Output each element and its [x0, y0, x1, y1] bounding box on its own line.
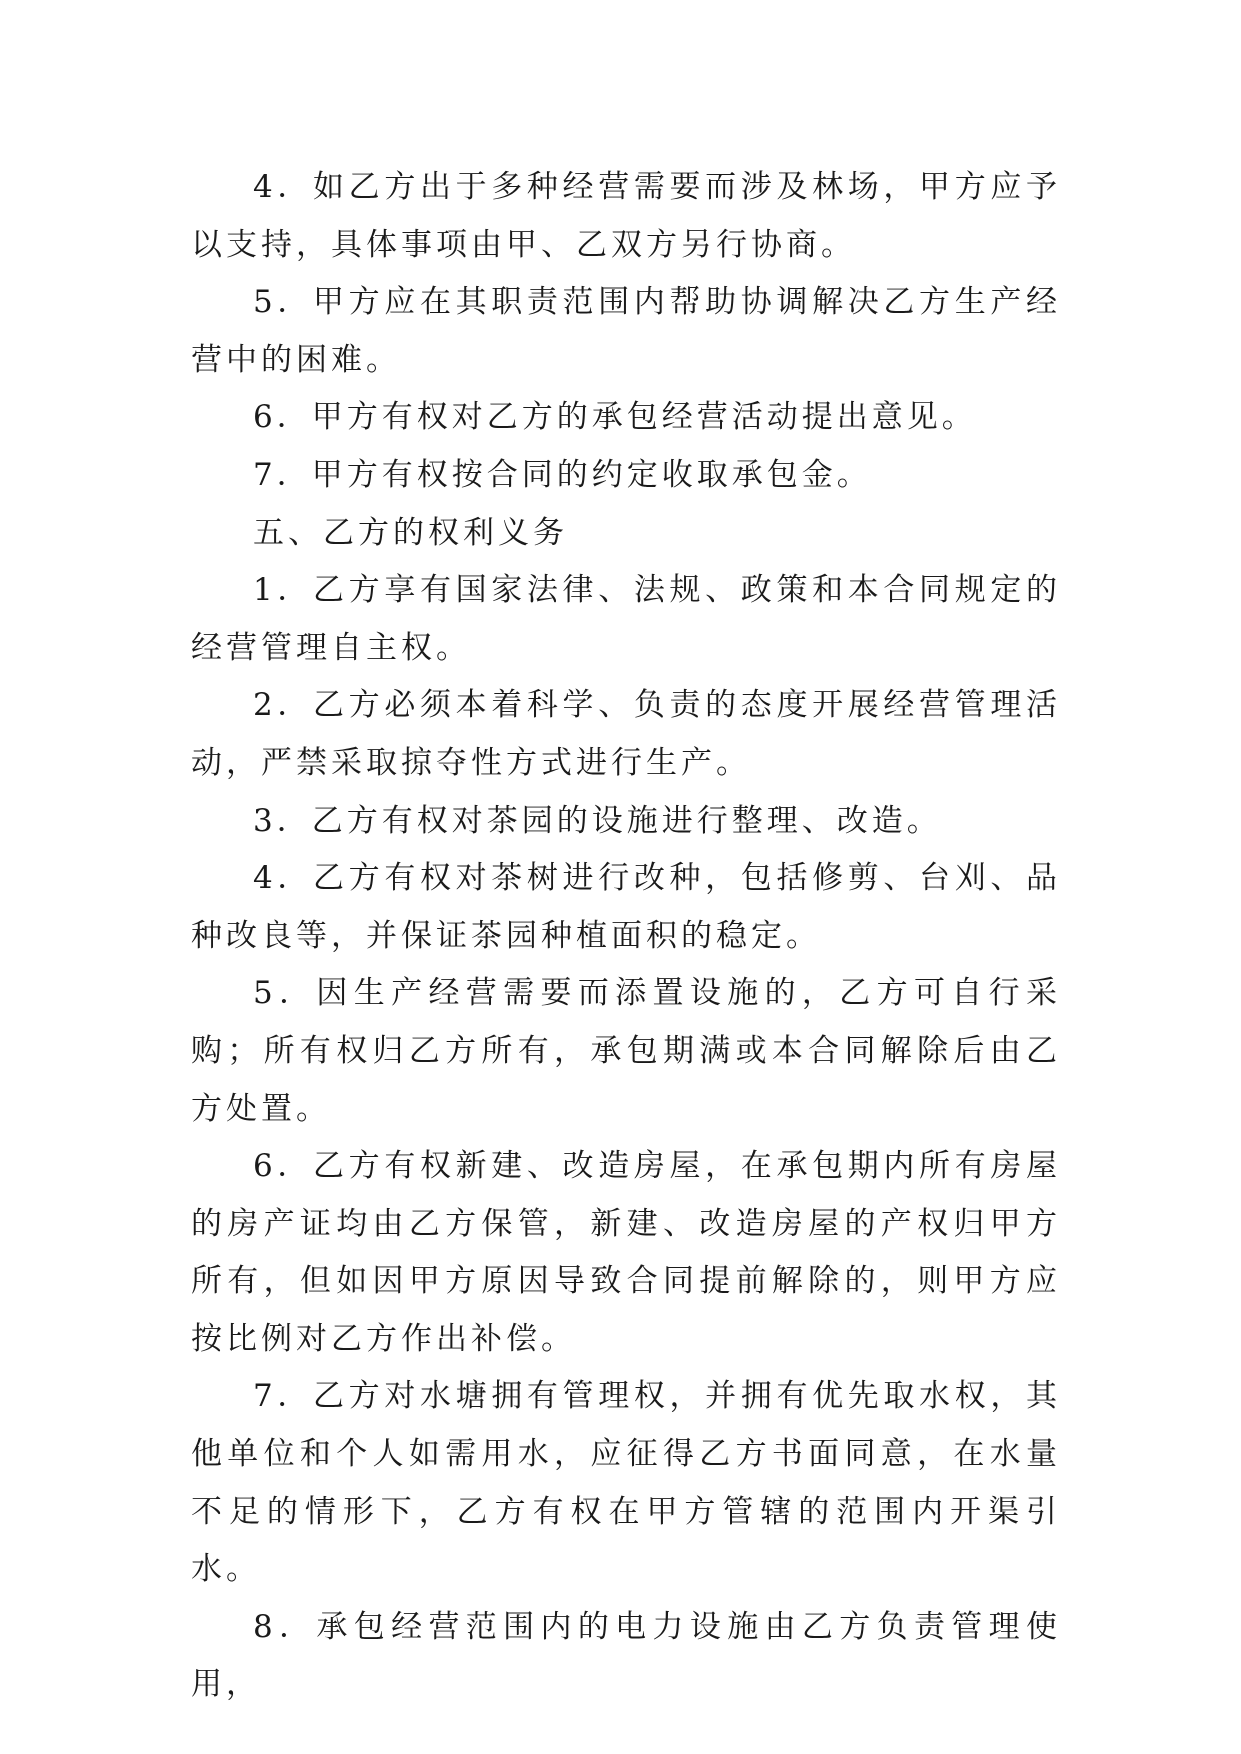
paragraph-b-clause-2-responsible-management: 2．乙方必须本着科学、负责的态度开展经营管理活动，严禁采取掠夺性方式进行生产。: [191, 687, 1061, 781]
paragraph-clause-4-forestry: 4．如乙方出于多种经营需要而涉及林场，甲方应予以支持，具体事项由甲、乙双方另行协商。: [191, 169, 1061, 263]
paragraph-b-clause-4-replanting: 4．乙方有权对茶树进行改种，包括修剪、台刈、品种改良等，并保证茶园种植面积的稳定。: [191, 860, 1061, 954]
paragraph-clause-7-contract-fee: 7．甲方有权按合同的约定收取承包金。: [253, 456, 872, 493]
paragraph-b-clause-6-housing: 6．乙方有权新建、改造房屋，在承包期内所有房屋的房产证均由乙方保管，新建、改造房屋的产权归甲方所有，但如因甲方原因导致合同提前解除的，则甲方应按比例对乙方作出补偿。: [191, 1148, 1061, 1357]
paragraph-b-clause-5-equipment: 5．因生产经营需要而添置设施的，乙方可自行采购；所有权归乙方所有，承包期满或本合同解除后由乙方处置。: [191, 975, 1061, 1127]
document-body: [191, 159, 1061, 1714]
paragraph-b-clause-8-electricity: 8．承包经营范围内的电力设施由乙方负责管理使用，: [191, 1608, 1061, 1703]
paragraph-clause-6-opinions: 6．甲方有权对乙方的承包经营活动提出意见。: [253, 399, 977, 436]
paragraph-b-clause-7-water-rights: 7．乙方对水塘拥有管理权，并拥有优先取水权，其他单位和个人如需用水，应征得乙方书面同意，在水量不足的情形下，乙方有权在甲方管辖的范围内开渠引水。: [191, 1378, 1061, 1588]
paragraph-b-clause-1-autonomy: 1．乙方享有国家法律、法规、政策和本合同规定的经营管理自主权。: [191, 572, 1061, 666]
paragraph-clause-5-coordination: 5．甲方应在其职责范围内帮助协调解决乙方生产经营中的困难。: [191, 284, 1061, 378]
section-heading-party-b-rights: 五、乙方的权利义务: [253, 514, 568, 551]
paragraph-b-clause-3-facilities: 3．乙方有权对茶园的设施进行整理、改造。: [253, 802, 942, 839]
